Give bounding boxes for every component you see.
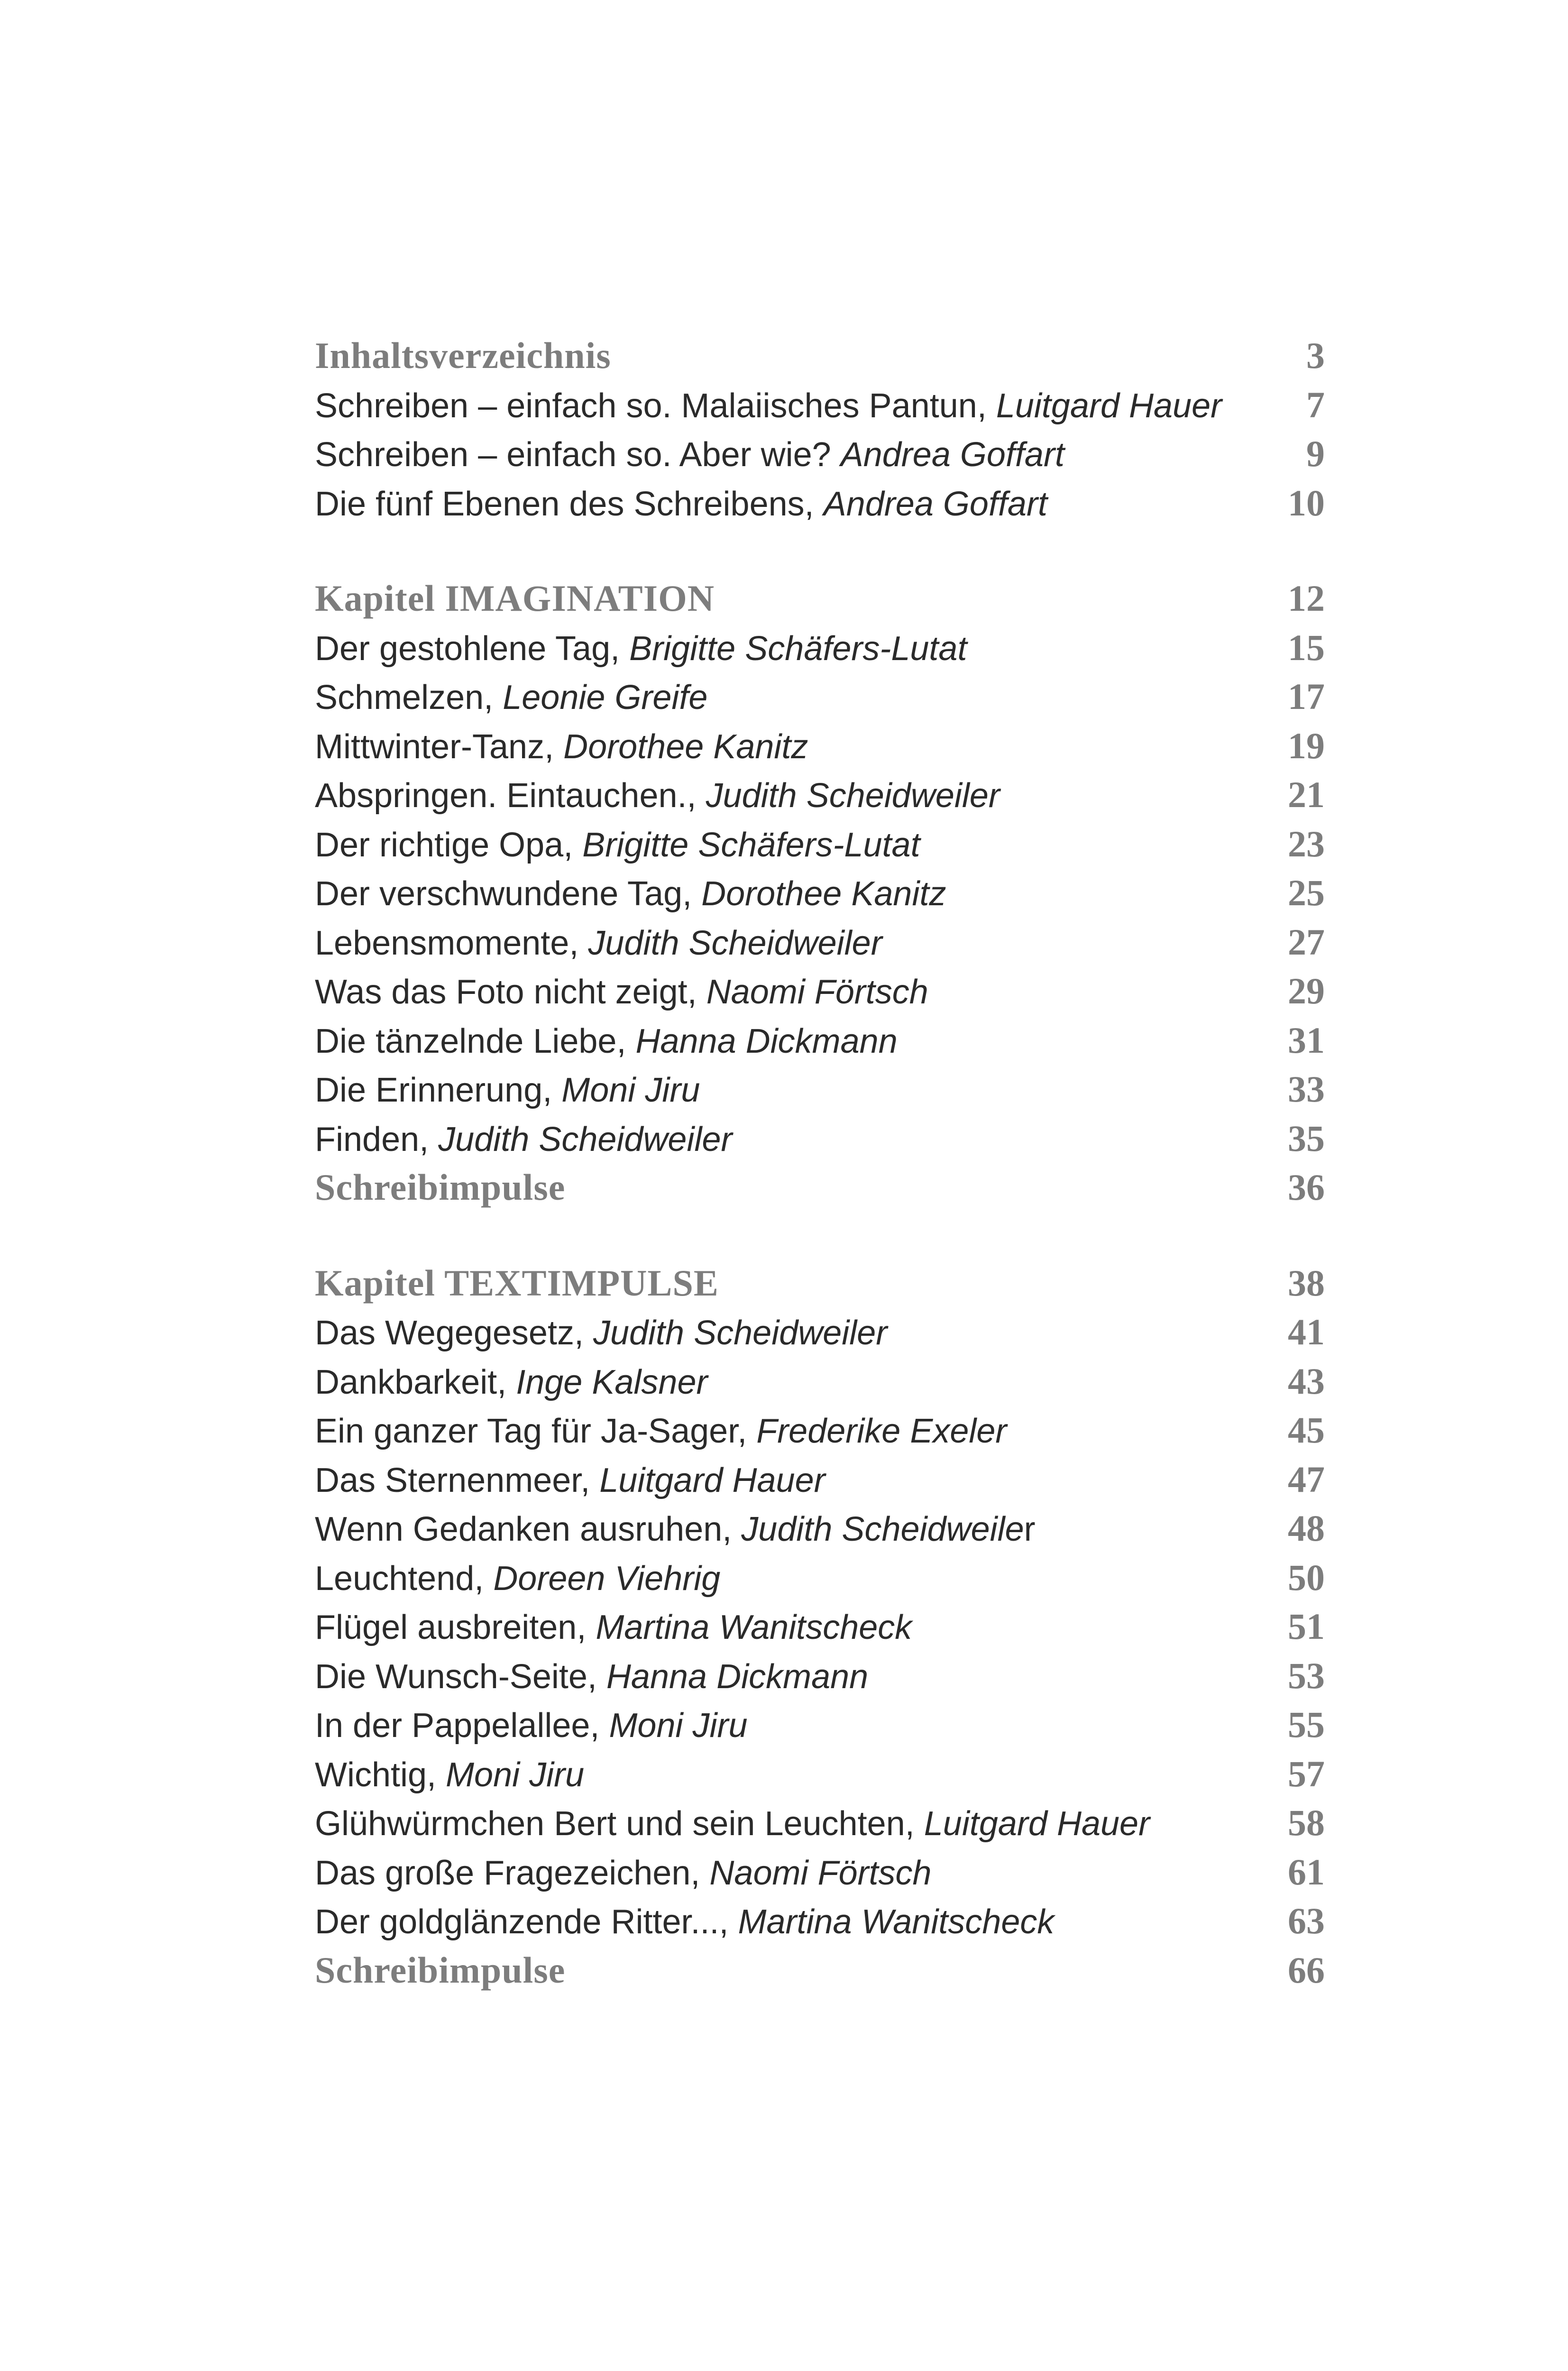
toc-entry-page: 15 (1288, 626, 1325, 668)
toc-entry-author: Martina Wanitscheck (738, 1903, 1055, 1941)
toc-entry-text (315, 1309, 887, 1358)
toc-entry-title: Lebensmomente, (315, 924, 588, 962)
toc-entry-title: Schmelzen, (315, 679, 503, 717)
toc-entry (315, 966, 1325, 1016)
toc-entry-page: 7 (1306, 384, 1325, 425)
toc-entry-page: 55 (1288, 1704, 1325, 1745)
toc-entry-author: Judith Scheidweiler (438, 1120, 733, 1158)
toc-entry-text (315, 382, 1222, 431)
toc-entry-text (315, 723, 808, 772)
toc-entry-text (315, 673, 707, 723)
toc-entry-author: Luitgard Hauer (599, 1461, 825, 1499)
toc-entry (315, 1114, 1325, 1163)
toc-entry (315, 1749, 1325, 1799)
toc-entry-text (315, 1554, 720, 1604)
toc-entry-page: 23 (1288, 823, 1325, 864)
toc-entry-page: 58 (1288, 1802, 1325, 1843)
toc-entry-author: Brigitte Schäfers-Lutat (582, 826, 920, 864)
toc-entry-page: 31 (1288, 1019, 1325, 1061)
toc-entry-author: Moni Jiru (561, 1071, 700, 1109)
toc-footer-row (315, 1163, 1325, 1212)
toc-entry-author: Dorothee Kanitz (701, 875, 946, 913)
toc-entry-page: 29 (1288, 970, 1325, 1011)
toc-entry-text (315, 772, 1000, 821)
toc-entry-author: Moni Jiru (446, 1755, 585, 1794)
toc-section-intro (315, 331, 1325, 527)
toc-entry-page: 33 (1288, 1068, 1325, 1110)
toc-entry (315, 1307, 1325, 1357)
table-of-contents (315, 331, 1325, 1994)
toc-entry-title: Wichtig, (315, 1755, 446, 1794)
toc-heading-title: Kapitel TEXTIMPULSE (315, 1262, 719, 1304)
toc-entry (315, 1504, 1325, 1553)
toc-entry-page: 50 (1288, 1556, 1325, 1598)
toc-entry-text (315, 1849, 932, 1898)
toc-entry-title: In der Pappelallee, (315, 1707, 609, 1745)
toc-heading-page: 38 (1288, 1262, 1325, 1304)
toc-entry-text (315, 821, 920, 870)
toc-entry-text (315, 625, 967, 674)
toc-footer-row (315, 1946, 1325, 1995)
toc-entry (315, 1065, 1325, 1114)
toc-entry-text (315, 1505, 1036, 1554)
toc-entry (315, 1798, 1325, 1847)
toc-entry-author: Luitgard Hauer (996, 386, 1222, 425)
toc-entry-text (315, 1407, 1007, 1456)
toc-entry (315, 1700, 1325, 1749)
toc-heading-page: 3 (1306, 335, 1325, 376)
toc-entry-text (315, 1456, 825, 1506)
toc-entry-author: Andrea Goffart (840, 436, 1064, 474)
toc-entry-text (315, 1800, 1150, 1849)
toc-entry-author: Brigitte Schäfers-Lutat (629, 629, 967, 668)
toc-footer-title: Schreibimpulse (315, 1949, 566, 1991)
toc-section-textimpulse (315, 1259, 1325, 1995)
toc-heading-row (315, 1259, 1325, 1308)
toc-entry-text (315, 1653, 868, 1702)
toc-entry-title: Das Sternenmeer, (315, 1461, 600, 1499)
toc-entry-text (315, 1066, 700, 1115)
toc-entry-author: Judith Scheidweiler (588, 924, 882, 962)
toc-entry-page: 17 (1288, 676, 1325, 717)
toc-entry (315, 1016, 1325, 1065)
toc-entry (315, 623, 1325, 672)
toc-entry (315, 1553, 1325, 1602)
toc-entry (315, 429, 1325, 478)
toc-entry-author: Inge Kalsner (516, 1363, 708, 1401)
toc-entry-author: Naomi Förtsch (706, 973, 928, 1011)
toc-entry-title: Flügel ausbreiten, (315, 1608, 596, 1646)
toc-entry (315, 1651, 1325, 1700)
toc-entry-title: Die tänzelnde Liebe, (315, 1022, 636, 1060)
toc-entry-page: 48 (1288, 1507, 1325, 1549)
toc-entry-title: Ein ganzer Tag für Ja-Sager, (315, 1412, 757, 1450)
toc-entry (315, 1357, 1325, 1406)
toc-entry (315, 721, 1325, 771)
toc-entry-page: 9 (1306, 433, 1325, 474)
toc-heading-row (315, 574, 1325, 623)
toc-entry-author: Martina Wanitscheck (596, 1608, 912, 1646)
toc-entry-page: 35 (1288, 1117, 1325, 1159)
toc-entry-author-tail: r (1024, 1510, 1036, 1548)
toc-entry-page: 19 (1288, 725, 1325, 766)
toc-entry-author: Judith Scheidweile (741, 1510, 1024, 1548)
toc-entry-title: Der verschwundene Tag, (315, 875, 702, 913)
toc-entry-page: 45 (1288, 1409, 1325, 1451)
toc-entry (315, 918, 1325, 967)
toc-entry-author: Judith Scheidweiler (593, 1314, 888, 1352)
toc-footer-page: 36 (1288, 1167, 1325, 1208)
toc-entry (315, 819, 1325, 869)
toc-entry-text (315, 968, 928, 1017)
toc-entry-page: 21 (1288, 774, 1325, 815)
toc-entry-page: 47 (1288, 1458, 1325, 1500)
toc-entry (315, 1896, 1325, 1946)
toc-entry-title: Die Wunsch-Seite, (315, 1657, 606, 1696)
toc-entry-author: Hanna Dickmann (606, 1657, 869, 1696)
toc-entry-page: 51 (1288, 1606, 1325, 1647)
toc-heading-title: Kapitel IMAGINATION (315, 578, 715, 619)
toc-entry-page: 43 (1288, 1360, 1325, 1402)
toc-entry-title: Die fünf Ebenen des Schreibens, (315, 485, 824, 523)
toc-footer-title: Schreibimpulse (315, 1167, 566, 1208)
toc-entry (315, 1847, 1325, 1897)
toc-entry-author: Leonie Greife (503, 679, 708, 717)
toc-entry (315, 1455, 1325, 1504)
toc-entry-page: 41 (1288, 1311, 1325, 1352)
toc-entry-text (315, 1701, 748, 1751)
toc-entry-title: Dankbarkeit, (315, 1363, 516, 1401)
toc-entry-text (315, 1898, 1054, 1947)
toc-entry-title: Wenn Gedanken ausruhen, (315, 1510, 742, 1548)
toc-entry-page: 63 (1288, 1900, 1325, 1941)
toc-entry-text (315, 1115, 733, 1165)
toc-entry-author: Doreen Viehrig (493, 1559, 721, 1598)
toc-entry-title: Schreiben – einfach so. Aber wie? (315, 436, 841, 474)
toc-entry-title: Der richtige Opa, (315, 826, 583, 864)
toc-entry (315, 1602, 1325, 1651)
toc-entry-page: 61 (1288, 1851, 1325, 1893)
toc-entry-title: Die Erinnerung, (315, 1071, 562, 1109)
toc-entry-title: Der goldglänzende Ritter..., (315, 1903, 738, 1941)
toc-entry (315, 770, 1325, 819)
toc-heading-row (315, 331, 1325, 380)
toc-entry-author: Moni Jiru (609, 1707, 748, 1745)
toc-entry-author: Dorothee Kanitz (563, 727, 808, 766)
toc-entry-text (315, 480, 1047, 529)
toc-heading-page: 12 (1288, 578, 1325, 619)
toc-entry-text (315, 431, 1064, 480)
toc-entry-title: Was das Foto nicht zeigt, (315, 973, 706, 1011)
toc-entry-author: Andrea Goffart (823, 485, 1047, 523)
toc-entry-text (315, 1751, 584, 1800)
toc-entry-page: 57 (1288, 1753, 1325, 1794)
toc-footer-page: 66 (1288, 1949, 1325, 1991)
toc-entry (315, 868, 1325, 918)
toc-entry-author: Frederike Exeler (756, 1412, 1007, 1450)
toc-entry-text (315, 919, 882, 968)
toc-entry-page: 53 (1288, 1654, 1325, 1696)
toc-heading-title: Inhaltsverzeichnis (315, 335, 611, 376)
toc-entry-title: Abspringen. Eintauchen., (315, 777, 706, 815)
toc-entry-page: 25 (1288, 872, 1325, 913)
toc-entry-text (315, 870, 946, 919)
toc-entry (315, 672, 1325, 721)
toc-entry-author: Hanna Dickmann (635, 1022, 898, 1060)
toc-section-imagination (315, 574, 1325, 1212)
toc-entry-title: Schreiben – einfach so. Malaiisches Pantun, (315, 386, 996, 425)
toc-entry-title: Leuchtend, (315, 1559, 494, 1598)
toc-entry-page: 27 (1288, 921, 1325, 963)
toc-entry-text (315, 1358, 707, 1407)
toc-entry (315, 478, 1325, 528)
toc-entry-title: Mittwinter-Tanz, (315, 727, 564, 766)
toc-entry-title: Glühwürmchen Bert und sein Leuchten, (315, 1805, 924, 1843)
toc-entry-title: Der gestohlene Tag, (315, 629, 630, 668)
toc-entry (315, 1406, 1325, 1455)
toc-entry-title: Das große Fragezeichen, (315, 1854, 710, 1892)
toc-entry-author: Luitgard Hauer (924, 1805, 1150, 1843)
toc-entry-title: Finden, (315, 1120, 439, 1158)
toc-entry-author: Judith Scheidweiler (706, 777, 1000, 815)
toc-entry-title: Das Wegegesetz, (315, 1314, 593, 1352)
toc-entry (315, 380, 1325, 430)
toc-entry-page: 10 (1288, 482, 1325, 524)
toc-entry-author: Naomi Förtsch (709, 1854, 932, 1892)
toc-entry-text (315, 1603, 912, 1653)
toc-entry-text (315, 1017, 898, 1066)
